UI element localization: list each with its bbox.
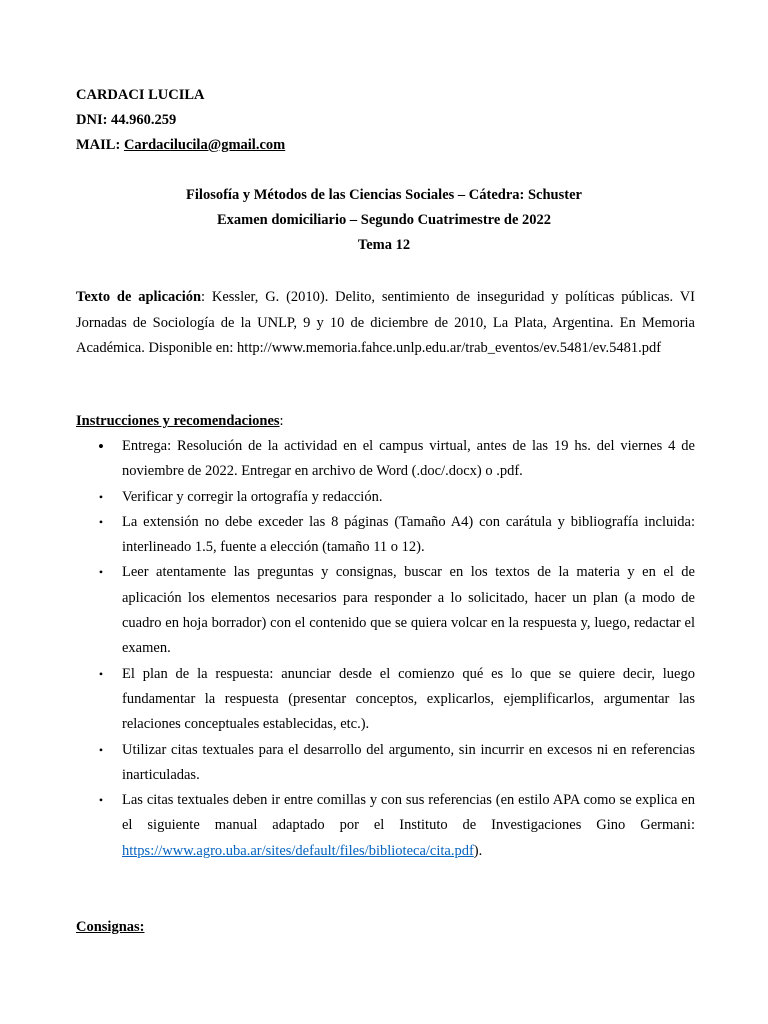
list-item-text: La extensión no debe exceder las 8 páginas (Tamaño A4) con carátula y bibliografía incluida: interlineado 1.5, fuente a elección (tamaño 11 o 12).: [122, 513, 695, 556]
bullet-icon: •: [98, 666, 104, 681]
dni-label: DNI:: [76, 112, 108, 128]
list-item-text: El plan de la respuesta: anunciar desde el comienzo qué es lo que se quiere decir, luego fundamentar la respuesta (presentar conceptos, explicarlos, ejemplificarlos, argumentar las relaciones conceptuales establecidas, etc.).: [122, 665, 695, 733]
bullet-icon: •: [98, 514, 104, 529]
list-item: [76, 434, 695, 485]
list-item-text: Entrega: Resolución de la actividad en el campus virtual, antes de las 19 hs. del viernes 4 de noviembre de 2022. Entregar en archivo de Word (.doc/.docx) o .pdf.: [122, 438, 695, 480]
mail-line: [76, 135, 285, 155]
mail-link[interactable]: Cardacilucila@gmail.com: [123, 137, 286, 153]
exam-title: Examen domiciliario – Segundo Cuatrimestre de 2022: [216, 212, 552, 228]
consignas-heading: Consignas:: [76, 919, 145, 935]
apa-manual-link[interactable]: https://www.agro.uba.ar/sites/default/files/biblioteca/cita.pdf: [122, 842, 474, 859]
list-item: [76, 485, 695, 510]
instrucciones-heading: Instrucciones y recomendaciones: [76, 413, 280, 429]
dni-value: 44.960.259: [111, 112, 177, 128]
bullet-icon: •: [98, 489, 104, 504]
list-item-text: Verificar y corregir la ortografía y redacción.: [122, 488, 383, 505]
student-name: CARDACI LUCILA: [76, 87, 205, 103]
topic-title: Tema 12: [357, 237, 411, 253]
list-item: [76, 560, 695, 661]
texto-aplicacion-label: Texto de aplicación: [76, 289, 202, 305]
list-item: [76, 738, 695, 789]
mail-label: MAIL:: [76, 137, 121, 153]
list-item-suffix: ).: [473, 842, 483, 859]
list-item: [76, 510, 695, 561]
instrucciones-heading-line: [76, 411, 284, 431]
texto-aplicacion-paragraph: [76, 285, 695, 362]
instrucciones-heading-colon: :: [279, 413, 284, 429]
texto-aplicacion-body: : Kessler, G. (2010). Delito, sentimiento de inseguridad y políticas públicas. VI Jornadas de Sociología de la UNLP, 9 y 10 de diciembre de 2010, La Plata, Argentina. En Memoria Académica. Disponible en: http://www.memoria.fahce.unlp.edu.ar/trab_eventos/ev.5481/ev.5481.pdf: [76, 289, 695, 356]
list-item: [76, 788, 695, 864]
list-item: [76, 662, 695, 738]
bullet-icon: •: [98, 793, 104, 808]
bullet-icon: •: [98, 565, 104, 580]
list-item-text: Leer atentamente las preguntas y consignas, buscar en los textos de la materia y en el de aplicación los elementos necesarios para responder a lo solicitado, hacer un plan (a modo de cuadro en hoja borrador) con el contenido que se quiera volcar en la respuesta y, luego, redactar el examen.: [122, 564, 695, 657]
list-item-text: Utilizar citas textuales para el desarrollo del argumento, sin incurrir en excesos ni en referencias inarticuladas.: [122, 741, 695, 783]
instrucciones-list: [76, 434, 695, 864]
dni-line: [76, 110, 176, 130]
bullet-icon: •: [98, 742, 104, 757]
course-title: Filosofía y Métodos de las Ciencias Sociales – Cátedra: Schuster: [186, 187, 582, 203]
list-item-text: Las citas textuales deben ir entre comillas y con sus referencias (en estilo APA como se explica en el siguiente manual adaptado por el Instituto de Investigaciones Gino Germani:: [122, 792, 695, 834]
bullet-icon: •: [98, 437, 104, 456]
